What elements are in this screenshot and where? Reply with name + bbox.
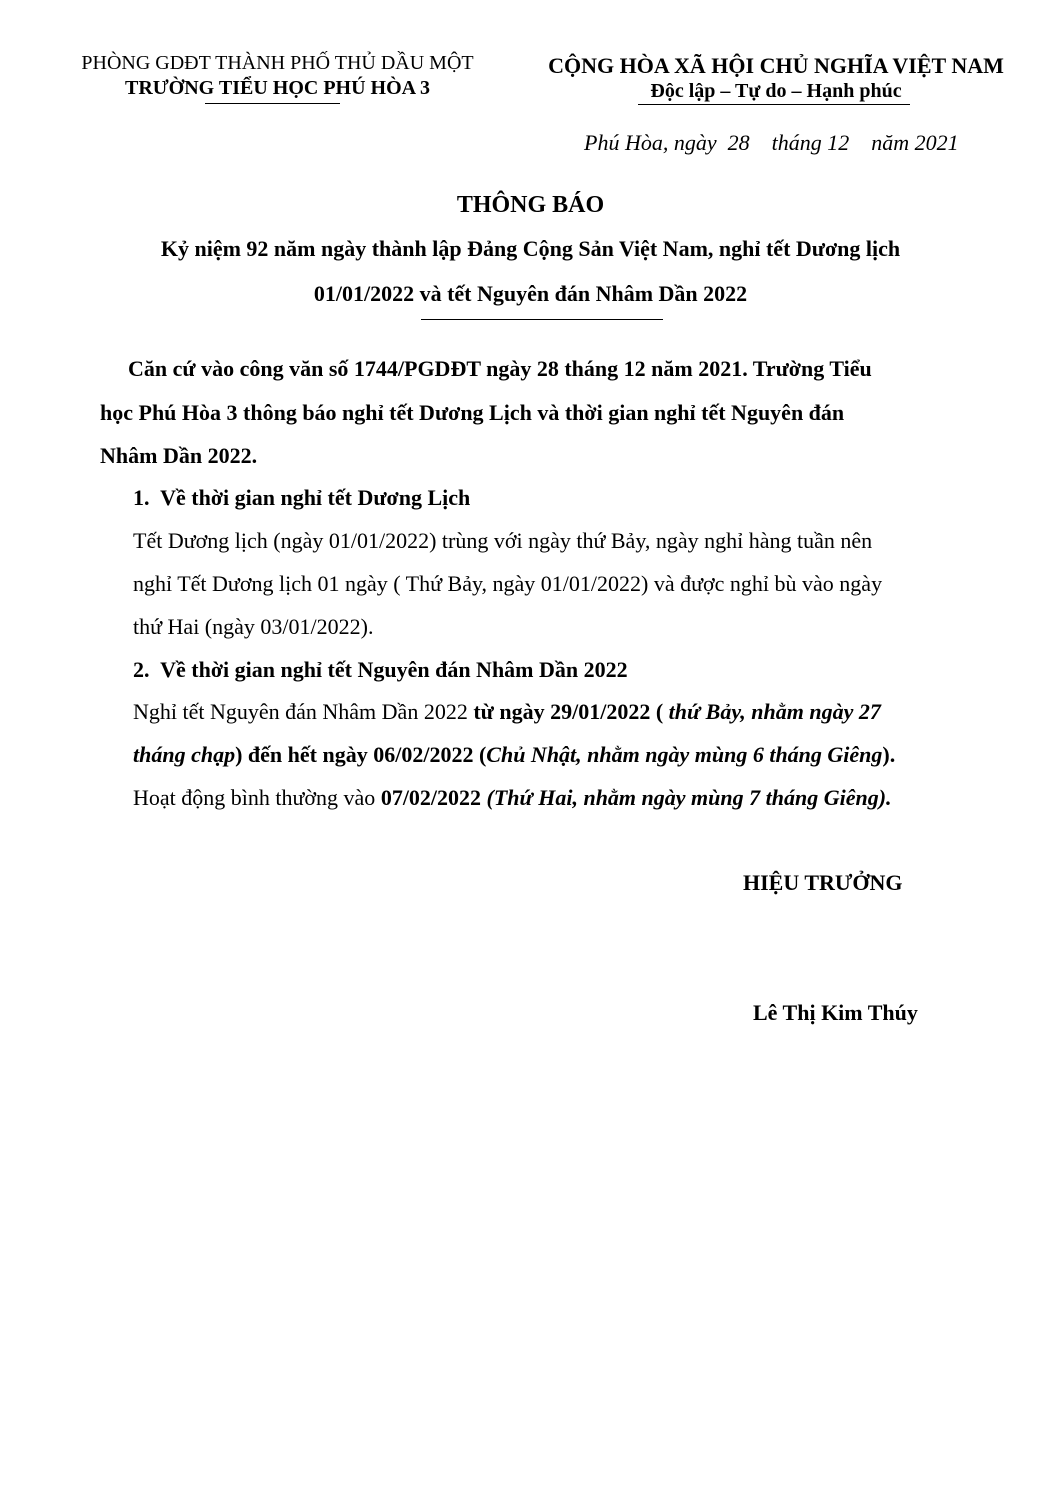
signature-name: Lê Thị Kim Thúy bbox=[753, 1000, 918, 1025]
intro-line-3: Nhâm Dần 2022. bbox=[100, 443, 258, 468]
section-1-line-3: thứ Hai (ngày 03/01/2022). bbox=[133, 614, 374, 639]
section-2-line-2-b: ) đến hết ngày 06/02/2022 ( bbox=[235, 742, 487, 767]
department-name: PHÒNG GDĐT THÀNH PHỐ THỦ DẦU MỘT bbox=[81, 52, 474, 74]
signature-role: HIỆU TRƯỞNG bbox=[743, 870, 903, 895]
section-2-line-3-c: (Thứ Hai, nhằm ngày mùng 7 tháng Giêng). bbox=[486, 785, 892, 810]
section-1-line-1: Tết Dương lịch (ngày 01/01/2022) trùng với ngày thứ Bảy, ngày nghỉ hàng tuần nên bbox=[133, 528, 873, 553]
document-subtitle-1: Kỷ niệm 92 năm ngày thành lập Đảng Cộng Sản Việt Nam, nghỉ tết Dương lịch bbox=[160, 236, 901, 261]
motto-underline bbox=[638, 104, 910, 105]
section-2-line-3-a: Hoạt động bình thường vào bbox=[133, 785, 381, 810]
section-2-line-3 bbox=[133, 785, 892, 811]
school-underline bbox=[205, 103, 340, 104]
section-2-line-3-b: 07/02/2022 bbox=[380, 785, 487, 810]
section-2-line-1-c: thứ Bảy, nhằm ngày 27 bbox=[668, 699, 881, 724]
date-line: Phú Hòa, ngày 28 tháng 12 năm 2021 bbox=[584, 130, 959, 155]
section-2-heading: 2. Về thời gian nghỉ tết Nguyên đán Nhâm Dần 2022 bbox=[133, 657, 628, 682]
document-subtitle-2: 01/01/2022 và tết Nguyên đán Nhâm Dần 2022 bbox=[313, 281, 748, 306]
section-2-line-1-b: từ ngày 29/01/2022 ( bbox=[473, 699, 669, 724]
section-2-line-1-a: Nghỉ tết Nguyên đán Nhâm Dần 2022 bbox=[133, 699, 474, 724]
section-2-line-2-d: ). bbox=[882, 742, 896, 767]
document-title: THÔNG BÁO bbox=[456, 192, 605, 218]
nation-title: CỘNG HÒA XÃ HỘI CHỦ NGHĨA VIỆT NAM bbox=[548, 53, 1004, 78]
section-1-line-2: nghỉ Tết Dương lịch 01 ngày ( Thứ Bảy, ngày 01/01/2022) và được nghỉ bù vào ngày bbox=[133, 571, 883, 596]
section-2-line-2-a: tháng chạp bbox=[133, 742, 236, 767]
section-2-line-1 bbox=[133, 699, 881, 725]
intro-line-2: học Phú Hòa 3 thông báo nghỉ tết Dương Lịch và thời gian nghỉ tết Nguyên đán bbox=[100, 400, 845, 425]
title-underline bbox=[421, 319, 663, 320]
intro-line-1: Căn cứ vào công văn số 1744/PGDĐT ngày 28 tháng 12 năm 2021. Trường Tiểu bbox=[128, 356, 872, 381]
school-name: TRƯỜNG TIỂU HỌC PHÚ HÒA 3 bbox=[124, 77, 431, 99]
section-1-heading: 1. Về thời gian nghỉ tết Dương Lịch bbox=[133, 485, 471, 510]
motto: Độc lập – Tự do – Hạnh phúc bbox=[650, 80, 902, 102]
section-2-line-2-c: Chủ Nhật, nhằm ngày mùng 6 tháng Giêng bbox=[486, 742, 883, 767]
section-2-line-2 bbox=[133, 742, 895, 768]
